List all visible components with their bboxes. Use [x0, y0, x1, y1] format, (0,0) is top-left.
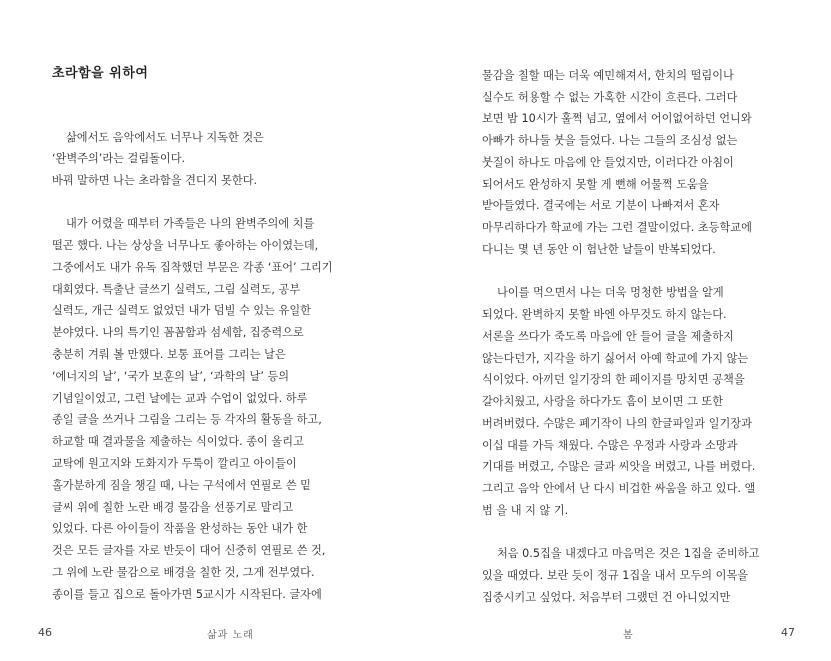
body-line: 그 위에 노란 물감으로 배경을 칠한 것, 그게 전부였다.: [52, 566, 315, 579]
running-footer: 봄: [623, 630, 634, 641]
epigraph-line: 바꿔 말하면 나는 초라함을 견디지 못한다.: [52, 174, 258, 187]
body-line: 교탁에 원고지와 도화지가 두툭이 깔리고 아이들이: [52, 457, 297, 470]
body-line: 있을 때였다. 보란 듯이 정규 1집을 내서 모두의 이목을: [482, 569, 749, 582]
body-line: 갈아치웠고, 사랑을 하다가도 흠이 보이면 그 또한: [482, 395, 724, 408]
right-page: [415, 0, 831, 661]
body-line: 처음 0.5집을 내겠다고 마음먹은 것은 1집을 준비하고: [497, 547, 760, 560]
body-line: 떨곤 했다. 나는 상상을 너무나도 좋아하는 아이였는데,: [52, 239, 319, 252]
body-line: 다니는 몇 년 동안 이 험난한 날들이 반복되었다.: [482, 243, 716, 256]
page-number: 46: [38, 626, 52, 639]
body-line: 마무리하다가 학교에 가는 그런 결말이었다. 초등학교에: [482, 221, 752, 234]
body-line: 종일 글을 쓰거나 그림을 그리는 등 각자의 활동을 하고,: [52, 413, 322, 426]
body-line: 서론을 쓰다가 죽도록 마음에 안 들어 글을 제출하지: [482, 330, 734, 343]
page-number: 47: [781, 626, 795, 639]
body-line: 글씨 위에 칠한 노란 배경 물감을 선풍기로 말리고: [52, 501, 294, 514]
body-line: 받아들였다. 결국에는 서로 기분이 나빠져서 혼자: [482, 199, 720, 212]
body-line: 내가 어렸을 때부터 가족들은 나의 완벽주의에 치를: [66, 217, 315, 230]
body-line: 나이를 먹으면서 나는 더욱 멍청한 방법을 알게: [497, 286, 724, 299]
body-line: 되어서도 완성하지 못할 게 뻔해 어물쩍 도움을: [482, 178, 709, 191]
body-line: 대회였다. 특출난 글쓰기 실력도, 그림 실력도, 공부: [52, 283, 301, 296]
running-footer: 삶과 노래: [207, 630, 254, 641]
body-line: 이십 대를 가득 채웠다. 수많은 우정과 사랑과 소망과: [482, 439, 738, 452]
body-line: 범 을 내 지 않 기.: [482, 504, 569, 517]
body-line: 충분히 겨뤄 볼 만했다. 보통 표어를 그리는 날은: [52, 348, 286, 361]
epigraph-line: 삶에서도 음악에서도 너무나 지독한 것은: [66, 131, 264, 144]
body-line: 붓질이 하나도 마음에 안 들었지만, 이러다간 아침이: [482, 156, 734, 169]
left-page: [0, 0, 415, 661]
body-line: 집중시키고 싶었다. 처음부터 그랬던 건 아니었지만: [482, 591, 731, 604]
body-line: 되었다. 완벽하지 못할 바엔 아무것도 하지 않는다.: [482, 308, 727, 321]
body-line: 버려버렸다. 수많은 폐기작이 나의 한글파일과 일기장과: [482, 417, 752, 430]
body-line: 실수도 허용할 수 없는 가혹한 시간이 흐른다. 그러다: [482, 91, 738, 104]
body-line: 그중에서도 내가 유독 집착했던 부문은 각종 ‘표어’ 그리기: [52, 261, 333, 274]
body-line: 보면 밤 10시가 훌쩍 넘고, 옆에서 어이없어하던 언니와: [482, 112, 752, 125]
chapter-title: 초라함을 위하여: [52, 66, 149, 81]
body-line: 것은 모든 글자를 자로 반듯이 대어 신중히 연필로 쓴 것,: [52, 544, 326, 557]
body-line: 실력도, 개근 실력도 없었던 내가 덤빌 수 있는 유일한: [52, 304, 311, 317]
body-line: 종이를 들고 집으로 돌아가면 5교시가 시작된다. 글자에: [52, 588, 322, 601]
body-line: 홀가분하게 짐을 챙길 때, 나는 구석에서 연필로 쓴 밑: [52, 479, 311, 492]
body-line: 식이었다. 아끼던 일기장의 한 페이지를 망치면 공책을: [482, 373, 745, 386]
body-line: ‘에너지의 날’, ‘국가 보훈의 날’, ‘과학의 날’ 등의: [52, 370, 290, 383]
body-line: 분야였다. 나의 특기인 꼼꼼함과 섬세함, 집중력으로: [52, 326, 304, 339]
body-line: 하교할 때 결과물을 제출하는 식이었다. 종이 울리고: [52, 435, 304, 448]
body-line: 아빠가 하나둘 붓을 들었다. 나는 그들의 조심성 없는: [482, 134, 738, 147]
body-line: 기념일이었고, 그런 날에는 교과 수업이 없었다. 하루: [52, 392, 308, 405]
body-line: 물감을 칠할 때는 더욱 예민해져서, 한치의 떨림이나: [482, 69, 734, 82]
body-line: 않는다던가, 지각을 하기 싫어서 아예 학교에 가지 않는: [482, 352, 749, 365]
body-line: 그리고 음악 안에서 난 다시 비겁한 싸움을 하고 있다. 앨: [482, 482, 756, 495]
epigraph-line: ‘완벽주의’라는 걸림돌이다.: [52, 152, 186, 165]
body-line: 기대를 버렸고, 수많은 글과 씨앗을 버렸고, 나를 버렸다.: [482, 460, 756, 473]
body-line: 있었다. 다른 아이들이 작품을 완성하는 동안 내가 한: [52, 522, 308, 535]
